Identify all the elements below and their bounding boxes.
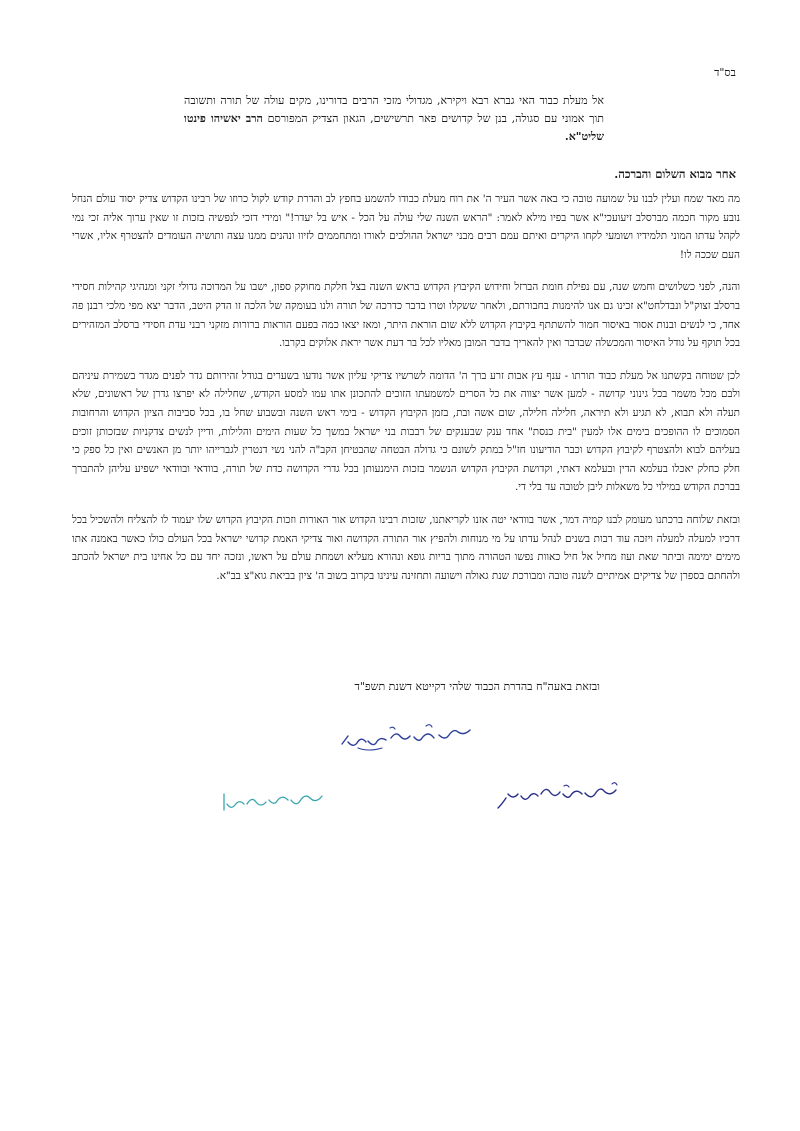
opening-greeting: אחר מבוא השלום והברכה. — [614, 167, 736, 181]
recipient-name: הרב יאשיהו פינטו שליט"א. — [184, 112, 604, 143]
bsd-header: בס"ד — [714, 66, 736, 79]
paragraph-4: ובזאת שלוחה ברכתנו מעומק לבנו קמיה דמר, אשר בוודאי יטה אזנו לקריאתנו, שזכות רבינו הקדוש אור האורות וזכות הקיבוץ הקדוש שלו יעמוד לו להצליח ולהשכיל בכל דרכיו למעלה למעלה ויזכה עוד רבות בשנים לנהל עדתו על מי מנוחות ולהפיץ אור התורה הקדושה ואור צדיקי האמת קדושי ישראל בכל העולם כולו כאשר באמנה אתו מימים ימימה וביתר שאת ועוז מחיל אל חיל כאוות נפשו הטהורה מתוך בריות גופא ונהורא מעליא ושמחת עולם על ראשו, ונזכה יחד עם כל אחינו בית ישראל להכתב ולהחתם בספרן של צדיקים אמיתיים לשנה טובה ומבורכת שנת גאולה וישועה ותחזינה עינינו בקרוב בשוב ה' ציון בביאת גוא"צ בב"א. — [72, 513, 740, 582]
signature-2 — [210, 786, 330, 816]
closing-line: ובזאת באעה"ח בהדרת הכבוד שלהי דקייטא דשנת תשפ"ד — [354, 680, 600, 693]
address-text: אל מעלת כבוד האי גברא רבא ויקירא, מגדולי מזכי הרבים בדורינו, מקים עולה של תורה ותשובה תוך אמוני עם סגולה, בנן של קדושים פאר תרשישים, הגאון הצדיק המפורסם — [184, 94, 605, 125]
address-block — [184, 92, 604, 146]
signature-1 — [330, 718, 480, 758]
paragraph-3: לכן שטוחה בקשתנו אל מעלת כבוד תורתו - ענף עץ אבות זרע ברך ה' הדומה לשרשיו צדיקי עליון אשר נודעו בשערים בגודל זהירותם גדר לפנים מגדר בשמירת עיניהם ולבם מכל משמר בכל גינוני קדושה - למען אשר יצווה את כל הסרים למשמעתו הזוכים להתכונן אתו עמו למסע הקודש, שחלילה לא יפרצו גדרן של ראשונים, שלא תעלה ולא תבוא, לא תגיע ולא תיראה, חלילה חלילה, שום אשה ובת, בזמן הקיבוץ הקדוש - בימי ראש השנה ובשבוע שחל בו, בכל סביבות הציון הקדוש והרחובות הסמוכים לו ההופכים בימים אלו למעין "בית כנסת" אחד ענק שבענקים של רבבות בני ישראל במשך כל שעות הימים והלילות, ודיין לנשים צדקניות שבזכותן זוכים בעליהם לבוא ולהצטרף לקיבוץ הקדוש וכבר הודיעונו חז"ל במתק לשונם כי גדולה הבטחה שהבטיחן הקב"ה להני נשי דנטרין לגברייהו יותר מן האנשים ואין כל ספק כי חלק כחלק יאכלו בעלמא הדין ובעלמא דאתי, וקדושת הקיבוץ הקדוש הנשמר בזכות הימנעותן בכל גדרי הקדושה כדת של תורה, בוודאי ובוודאי ישפיע עליהן להתברך בברכת הקודש במילוי כל משאלות ליבן לטובה עד בלי די. — [72, 369, 740, 494]
paragraph-2: והנה, לפני כשלושים וחמש שנה, עם נפילת חומת הברזל וחידוש הקיבוץ הקדוש בראש השנה בצל חלקת מחוקק ספון, ישבו על המדוכה גדולי זקני ומנהיגי קהילות חסידי ברסלב זצוק"ל ונבדלחט"א זכינו גם אנו להימנות בחבורתם, ולאחר ששקלו וטרו בדבר כדרכה של תורה ולנו בעומקה של הלכה זו הדק היטב, הדבר יצא מפי מלכי רבנן פה אחד, כי לנשים ובנות אסור באיסור חמור להשתתף בקיבוץ הקדוש ללא שום הוראת היתר, ומאז יצאו כמה בפעם הוראות ברורות מזקני רבני עדת חסידי ברסלב המזהירים בכל תוקף על גודל האיסור והמכשלה שבדבר ואין להאריך בדבר המובן מאליו לכל בר דעת אשר יראת אלוקים בקרבו. — [72, 281, 740, 350]
signature-3 — [494, 778, 624, 814]
paragraph-1: מה מאד שמח ועלין לבנו על שמועה טובה כי באה אשר העיר ה' את רוח מעלת כבודו להשמע בחפץ לב והדרת קודש לקול כרוזו של רבינו הקדוש צדיק יסוד עולם הנחל נובע מקור חכמה מברסלב זיעועכי"א אשר בפיו מילא לאמר: "הראש השנה שלי עולה על הכל - איש בל יעדר!" ומידי דזכי לנפשיה בזכות זו שאין ערוך אליה זכי נמי לקהל עדתו המוני תלמידיו ושומעי לקחו היקרים ואיתם עמם רבים מבני ישראל ההולכים לאורו ומתחממים לזיוו ונהנים ממנו עצה ותושיה העומדים להצטרף אליו, אשרי העם שככה לו! — [72, 193, 740, 261]
letter-body — [72, 190, 740, 599]
